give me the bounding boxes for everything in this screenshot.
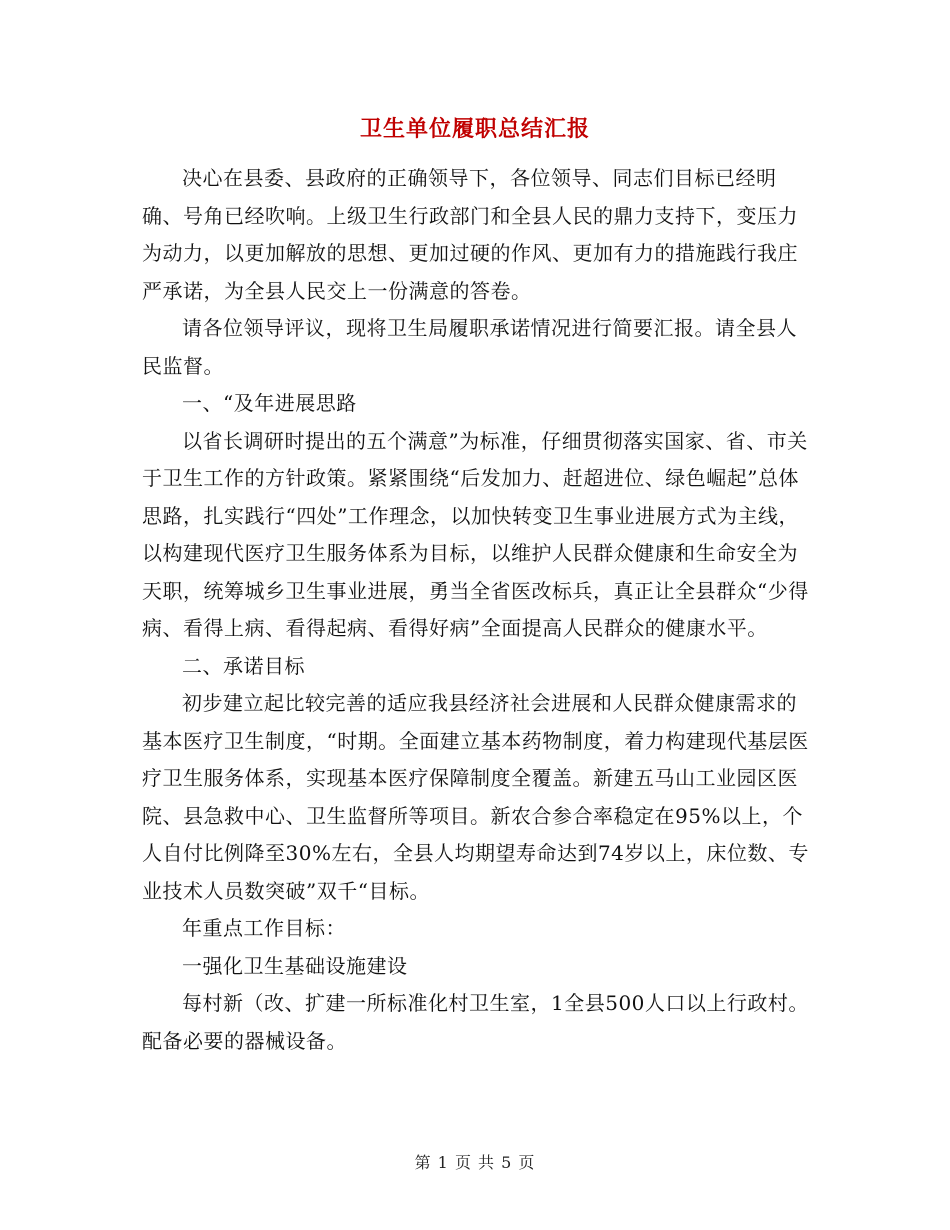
subsection-heading-1: 一强化卫生基础设施建设 <box>182 953 408 978</box>
paragraph-approach: 以省长调研时提出的五个满意”为标准，仔细贯彻落实国家、省、市关于卫生工作的方针政策。紧紧围绕“后发加力、赶超进位、绿色崛起”总体思路，扎实践行“四处”工作理念，以加快转变卫生事业进展方式为主线，以构建现代医疗卫生服务体系为目标，以维护人民群众健康和生命安全为天职，统筹城乡卫生事业进展，勇当全省医改标兵，真正让全县群众“少得病、看得上病、看得起病、看得好病”全面提高人民群众的健康水平。 <box>142 428 809 640</box>
paragraph-intro: 决心在县委、县政府的正确领导下，各位领导、同志们目标已经明确、号角已经吹响。上级卫生行政部门和全县人民的鼎力支持下，变压力为动力，以更加解放的思想、更加过硬的作风、更加有力的措施践行我庄严承诺，为全县人民交上一份满意的答卷。 <box>142 166 798 303</box>
paragraph-key-goals: 年重点工作目标： <box>182 916 346 940</box>
section-heading-1: 一、“及年进展思路 <box>182 391 357 415</box>
section-heading-2: 二、承诺目标 <box>182 653 305 678</box>
paragraph-request: 请各位领导评议，现将卫生局履职承诺情况进行简要汇报。请全县人民监督。 <box>142 316 797 378</box>
page-footer: 第 1 页 共 5 页 <box>414 1153 536 1172</box>
paragraph-goals: 初步建立起比较完善的适应我县经济社会进展和人民群众健康需求的基本医疗卫生制度，“时期。全面建立基本药物制度，着力构建现代基层医疗卫生服务体系，实现基本医疗保障制度全覆盖。新建五马山工业园区医院、县急救中心、卫生监督所等项目。新农合参合率稳定在95%以上，个人自付比例降至30%左右，全县人均期望寿命达到74岁以上，床位数、专业技术人员数突破”双千“目标。 <box>142 691 809 903</box>
document-body <box>142 160 812 1060</box>
paragraph-clinics: 每村新（改、扩建一所标准化村卫生室，1全县500人口以上行政村。配备必要的器械设备。 <box>142 991 809 1053</box>
document-title: 卫生单位履职总结汇报 <box>359 116 590 142</box>
